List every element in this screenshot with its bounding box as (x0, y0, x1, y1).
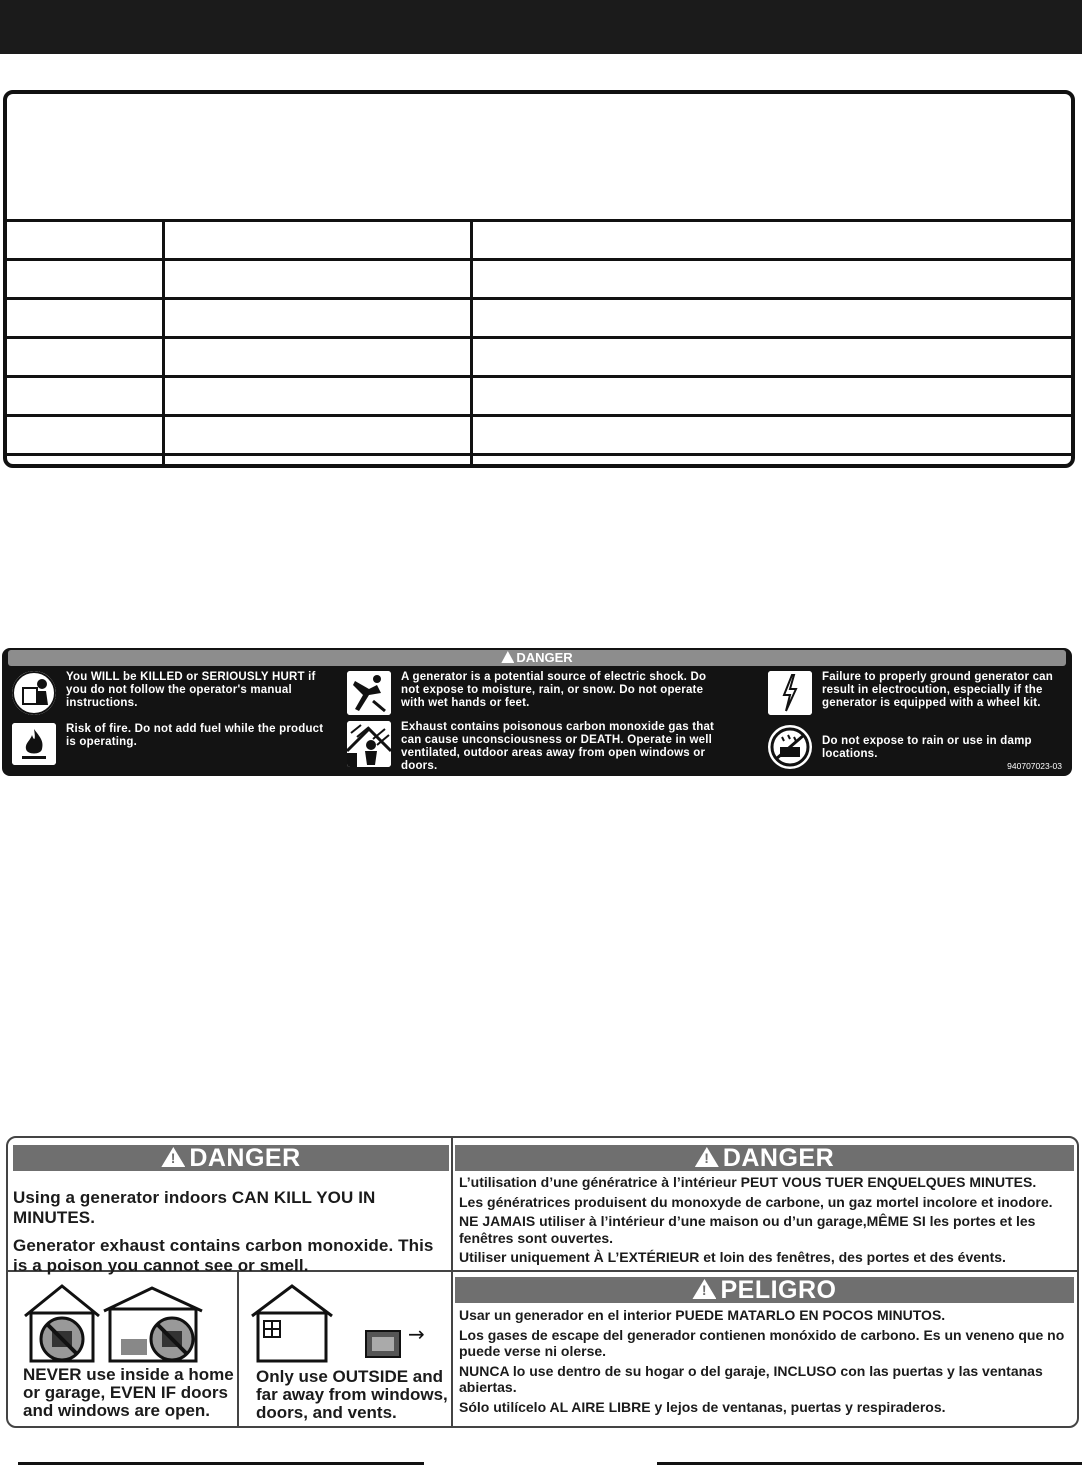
page-header-bar (0, 0, 1082, 54)
danger-decal-header: DANGER (8, 650, 1066, 666)
danger-header-fr: ! DANGER (455, 1145, 1074, 1171)
warning-triangle-icon (501, 651, 514, 663)
decal-item-rain: Do not expose to rain or use in damp locations. (768, 725, 1068, 769)
table-row (7, 377, 1071, 416)
table-row (7, 416, 1071, 455)
english-warning: Using a generator indoors CAN KILL YOU IN MINUTES. Generator exhaust contains carbon monoxide. This is a poison you cannot see or smell. (13, 1188, 434, 1275)
table-row (7, 338, 1071, 377)
spanish-warning: Usar un generador en el interior PUEDE MATARLO EN POCOS MINUTOS. Los gases de escape del generador contienen monóxido de carbono. Es un veneno que no puede verse ni olerse. NUNCA lo use dentro de su hogar o del garaje, INCLUSO con las puertas y las ventanas abiertas. Sólo utilícelo AL AIRE LIBRE y lejos de ventanas, puertas y respiraderos. (459, 1307, 1065, 1415)
danger-decal (2, 648, 1072, 776)
part-number: 940707023-03 (1007, 761, 1062, 771)
no-indoor-use-illustration (22, 1283, 208, 1365)
carbon-monoxide-danger-label (6, 1136, 1079, 1428)
electric-shock-icon (347, 671, 391, 715)
decal-item-manual: You WILL be KILLED or SERIOUSLY HURT if you do not follow the operator's manual instructions. (12, 671, 332, 715)
never-indoor-caption: NEVER use inside a home or garage, EVEN IF doors and windows are open. (23, 1365, 234, 1420)
table-row (7, 299, 1071, 338)
fire-icon (12, 723, 56, 765)
footer-rule-right (657, 1462, 1082, 1465)
decal-item-grounding: Failure to properly ground generator can result in electrocution, especially if the generator is equipped with a wheel kit. (768, 671, 1068, 715)
footer-rule-left (18, 1462, 424, 1465)
warning-triangle-icon (161, 1147, 185, 1167)
manual-icon (12, 671, 56, 715)
decal-item-exhaust: Exhaust contains poisonous carbon monoxide gas that can cause unconsciousness or DEATH. Operate in well ventilated, outdoor areas away from open windows or doors. (347, 721, 727, 773)
peligro-header: !PELIGRO (455, 1277, 1074, 1303)
decal-item-fire: Risk of fire. Do not add fuel while the product is operating. (12, 723, 332, 765)
specifications-table (7, 219, 1071, 468)
table-row (7, 221, 1071, 260)
outside-only-caption: Only use OUTSIDE and far away from windows, doors, and vents. (256, 1367, 448, 1422)
divider (237, 1271, 239, 1428)
lightning-icon (768, 671, 812, 715)
svg-text:→: → (408, 1322, 425, 1346)
table-row (7, 260, 1071, 299)
danger-header-en: !DANGER (13, 1145, 449, 1171)
table-row (7, 455, 1071, 469)
french-warning: L’utilisation d’une génératrice à l’intérieur PEUT VOUS TUER ENQUELQUES MINUTES. Les génératrices produisent du monoxyde de carbone, un gaz mortel incolore et inodore. NE JAMAIS utiliser à l’intérieur d’une maison ou d’un garage,MÊME SI les portes et les fenêtres sont ouvertes. Utiliser uniquement À L’EXTÉRIEUR et loin des fenêtres, des portes et des évents. (459, 1174, 1053, 1265)
warning-triangle-icon (692, 1279, 716, 1299)
specifications-table-box (3, 90, 1075, 468)
divider (451, 1138, 453, 1426)
toxic-fumes-icon (347, 721, 391, 767)
warning-triangle-icon (695, 1147, 719, 1167)
decal-item-electric-shock: A generator is a potential source of electric shock. Do not expose to moisture, rain, or snow. Do not operate with wet hands or feet. (347, 671, 717, 715)
outdoor-use-illustration (248, 1283, 444, 1365)
no-rain-icon (768, 725, 812, 769)
